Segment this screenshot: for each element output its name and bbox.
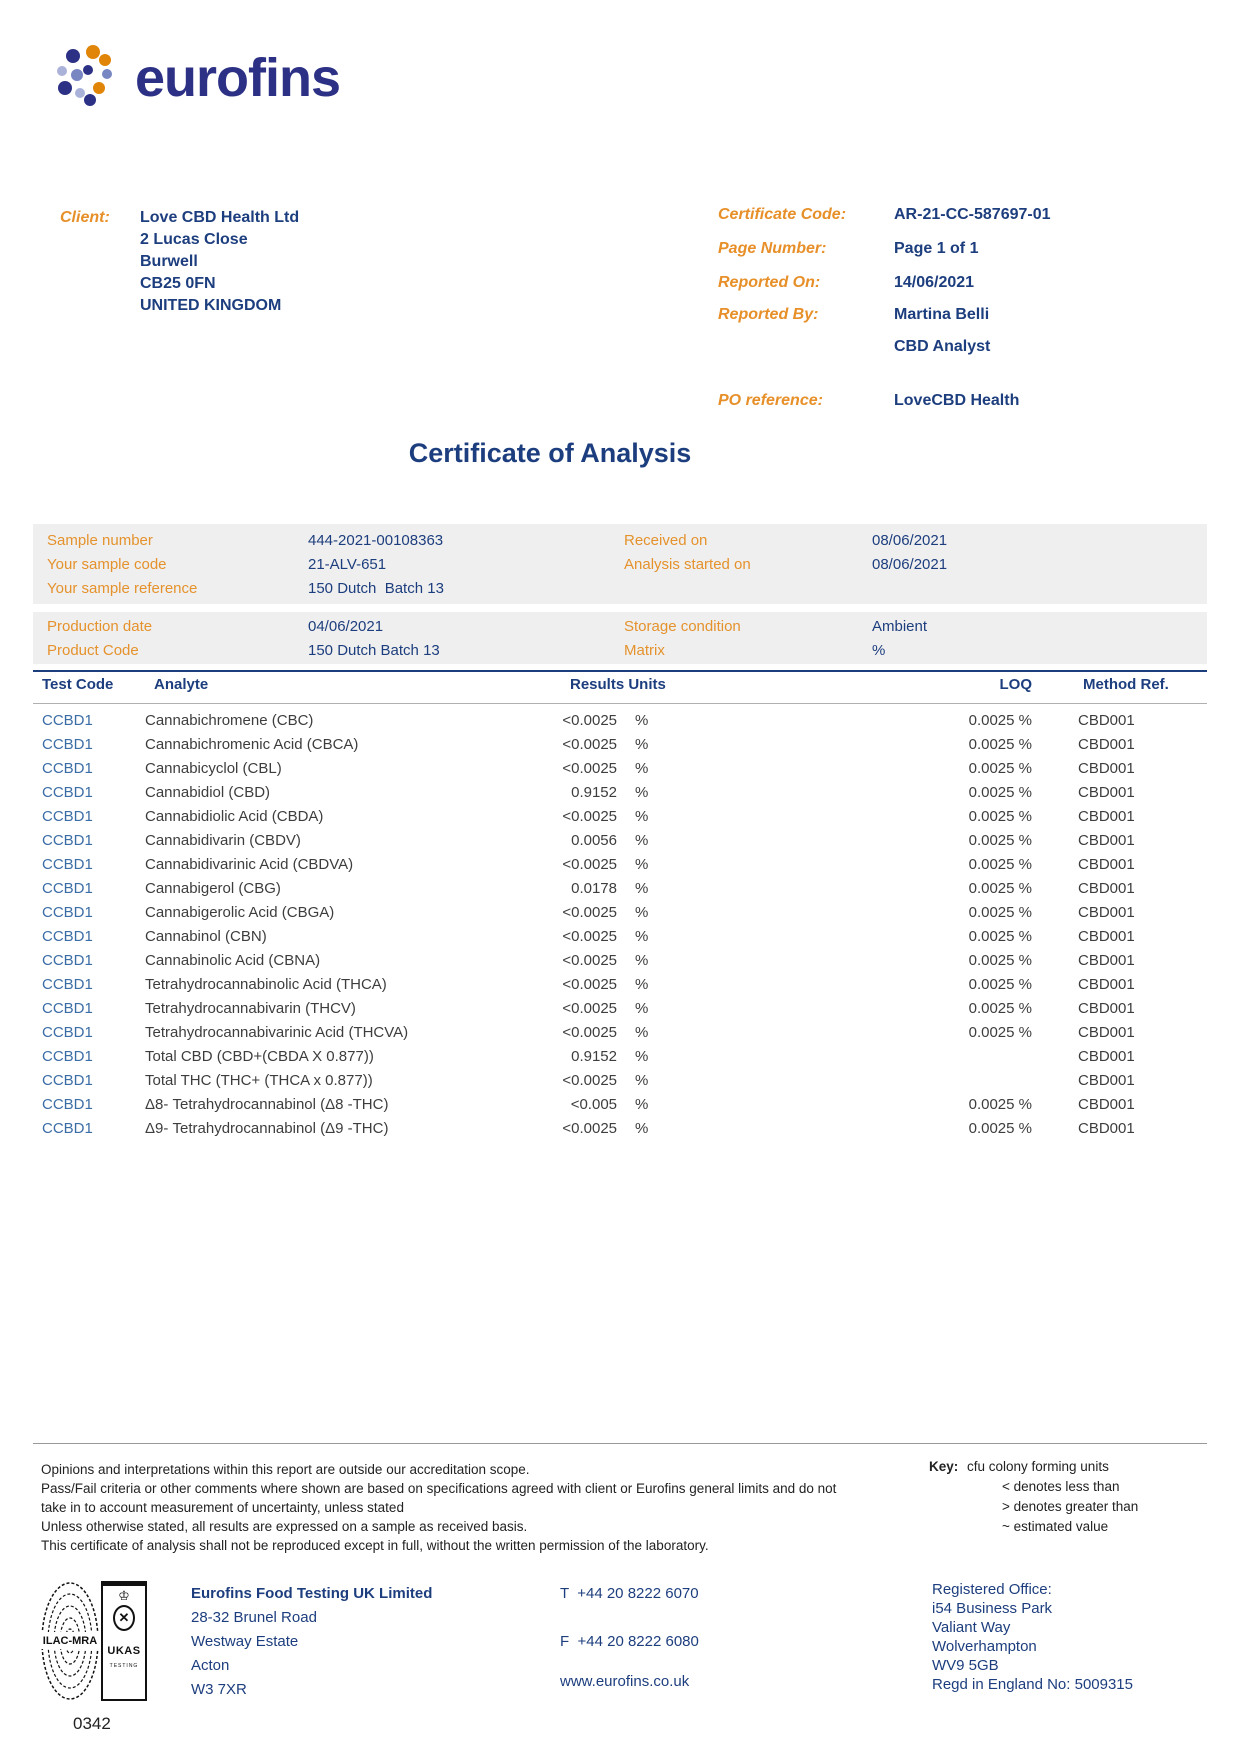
results-table-row xyxy=(0,808,1240,832)
cell-method-ref: CBD001 xyxy=(1078,928,1135,945)
footer-address-1: 28-32 Brunel Road xyxy=(191,1609,317,1626)
cell-loq: 0.0025 % xyxy=(968,1000,1032,1017)
cell-loq: 0.0025 % xyxy=(968,736,1032,753)
cell-units: % xyxy=(635,976,649,993)
cell-result: 0.0056 xyxy=(571,832,617,849)
cell-test-code: CCBD1 xyxy=(42,1024,93,1041)
page-title: Certificate of Analysis xyxy=(408,438,692,468)
results-table-row xyxy=(0,952,1240,976)
cell-analyte: Cannabigerol (CBG) xyxy=(145,880,281,897)
analysis-started-label: Analysis started on xyxy=(624,556,751,573)
cell-result: <0.0025 xyxy=(562,808,617,825)
matrix-value: % xyxy=(872,642,886,659)
cell-analyte: Cannabidivarin (CBDV) xyxy=(145,832,301,849)
cell-test-code: CCBD1 xyxy=(42,1072,93,1089)
reported-on-value: 14/06/2021 xyxy=(894,274,975,291)
cell-result: 0.9152 xyxy=(571,1048,617,1065)
key-estimated: ~ estimated value xyxy=(1002,1519,1109,1534)
cell-method-ref: CBD001 xyxy=(1078,1048,1135,1065)
certificate-code-label: Certificate Code: xyxy=(718,206,847,223)
footer-address-4: W3 7XR xyxy=(191,1681,247,1698)
cell-analyte: Cannabinolic Acid (CBNA) xyxy=(145,952,321,969)
cell-method-ref: CBD001 xyxy=(1078,808,1135,825)
cell-analyte: Total THC (THC+ (THCA x 0.877)) xyxy=(145,1072,373,1089)
cell-analyte: Cannabidivarinic Acid (CBDVA) xyxy=(145,856,354,873)
cell-test-code: CCBD1 xyxy=(42,952,93,969)
cell-test-code: CCBD1 xyxy=(42,928,93,945)
cell-units: % xyxy=(635,784,649,801)
cell-test-code: CCBD1 xyxy=(42,904,93,921)
table-top-rule xyxy=(33,670,1207,672)
cell-test-code: CCBD1 xyxy=(42,760,93,777)
cell-result: <0.0025 xyxy=(562,952,617,969)
your-sample-reference-value: 150 Dutch Batch 13 xyxy=(308,580,444,597)
cell-loq: 0.0025 % xyxy=(968,1024,1032,1041)
cell-test-code: CCBD1 xyxy=(42,832,93,849)
footer-registered-3: Valiant Way xyxy=(932,1619,1011,1636)
cell-analyte: Cannabigerolic Acid (CBGA) xyxy=(145,904,335,921)
cell-loq: 0.0025 % xyxy=(968,856,1032,873)
production-date-label: Production date xyxy=(47,618,153,635)
cell-method-ref: CBD001 xyxy=(1078,736,1135,753)
cell-method-ref: CBD001 xyxy=(1078,976,1135,993)
cell-loq: 0.0025 % xyxy=(968,976,1032,993)
brand-wordmark: eurofins xyxy=(135,48,341,108)
header-analyte: Analyte xyxy=(154,676,209,693)
key-greater-than: > denotes greater than xyxy=(1002,1499,1139,1514)
client-label: Client: xyxy=(60,209,110,226)
cell-result: <0.0025 xyxy=(562,1120,617,1137)
footer-address-3: Acton xyxy=(191,1657,230,1674)
cell-analyte: Cannabidiol (CBD) xyxy=(145,784,271,801)
table-header-rule xyxy=(33,703,1207,704)
cell-analyte: Cannabidiolic Acid (CBDA) xyxy=(145,808,324,825)
cell-loq: 0.0025 % xyxy=(968,880,1032,897)
your-sample-code-value: 21-ALV-651 xyxy=(308,556,387,573)
cell-units: % xyxy=(635,856,649,873)
ukas-crown-icon: ♔ xyxy=(118,1588,130,1603)
cell-method-ref: CBD001 xyxy=(1078,856,1135,873)
key-cfu: cfu colony forming units xyxy=(967,1459,1109,1474)
cell-result: <0.0025 xyxy=(562,760,617,777)
disclaimer-rule xyxy=(33,1443,1207,1444)
received-on-value: 08/06/2021 xyxy=(872,532,948,549)
results-table-row xyxy=(0,712,1240,736)
product-code-label: Product Code xyxy=(47,642,139,659)
ukas-sub-text: TESTING xyxy=(109,1663,139,1669)
disclaimer-line-1: Opinions and interpretations within this report are outside our accreditation scope. xyxy=(41,1462,530,1477)
cell-analyte: Tetrahydrocannabivarin (THCV) xyxy=(145,1000,356,1017)
cell-method-ref: CBD001 xyxy=(1078,1096,1135,1113)
key-label: Key: xyxy=(929,1459,959,1474)
cell-result: 0.9152 xyxy=(571,784,617,801)
results-table-header xyxy=(0,676,1240,700)
results-table-row xyxy=(0,856,1240,880)
results-table-row xyxy=(0,928,1240,952)
footer-website: www.eurofins.co.uk xyxy=(560,1673,690,1690)
cell-result: <0.0025 xyxy=(562,928,617,945)
cell-units: % xyxy=(635,832,649,849)
cell-result: <0.0025 xyxy=(562,904,617,921)
cell-units: % xyxy=(635,952,649,969)
cell-units: % xyxy=(635,904,649,921)
cell-method-ref: CBD001 xyxy=(1078,784,1135,801)
your-sample-reference-label: Your sample reference xyxy=(47,580,198,597)
cell-test-code: CCBD1 xyxy=(42,808,93,825)
cell-analyte: Tetrahydrocannabinolic Acid (THCA) xyxy=(145,976,387,993)
cell-result: <0.005 xyxy=(570,1096,617,1113)
cell-method-ref: CBD001 xyxy=(1078,904,1135,921)
cell-method-ref: CBD001 xyxy=(1078,1072,1135,1089)
cell-units: % xyxy=(635,1120,649,1137)
ukas-wordmark: UKAS xyxy=(107,1645,141,1657)
accreditation-number: 0342 xyxy=(73,1714,111,1733)
footer-company-name: Eurofins Food Testing UK Limited xyxy=(191,1585,433,1602)
client-address-1: 2 Lucas Close xyxy=(140,231,248,248)
client-address-2: Burwell xyxy=(140,253,198,270)
cell-units: % xyxy=(635,1096,649,1113)
cell-units: % xyxy=(635,712,649,729)
results-table-row xyxy=(0,784,1240,808)
footer-registered-5: WV9 5GB xyxy=(932,1657,999,1674)
cell-result: <0.0025 xyxy=(562,856,617,873)
reported-by-value: Martina Belli xyxy=(894,306,990,323)
cell-test-code: CCBD1 xyxy=(42,880,93,897)
storage-condition-label: Storage condition xyxy=(624,618,741,635)
cell-loq: 0.0025 % xyxy=(968,832,1032,849)
disclaimer-line-4: Unless otherwise stated, all results are expressed on a sample as received basis. xyxy=(41,1519,528,1534)
cell-analyte: Δ8- Tetrahydrocannabinol (Δ8 -THC) xyxy=(145,1096,389,1113)
footer-registered-6: Regd in England No: 5009315 xyxy=(932,1676,1133,1693)
cell-units: % xyxy=(635,1048,649,1065)
disclaimer-line-5: This certificate of analysis shall not be reproduced except in full, without the written permission of the laboratory. xyxy=(41,1538,709,1553)
cell-analyte: Cannabicyclol (CBL) xyxy=(145,760,282,777)
cell-loq: 0.0025 % xyxy=(968,928,1032,945)
header-test-code: Test Code xyxy=(42,676,114,693)
cell-loq: 0.0025 % xyxy=(968,808,1032,825)
cell-method-ref: CBD001 xyxy=(1078,952,1135,969)
cell-analyte: Δ9- Tetrahydrocannabinol (Δ9 -THC) xyxy=(145,1120,389,1137)
cell-test-code: CCBD1 xyxy=(42,1096,93,1113)
cell-units: % xyxy=(635,1024,649,1041)
results-table-row xyxy=(0,1000,1240,1024)
results-table-row xyxy=(0,1048,1240,1072)
cell-loq: 0.0025 % xyxy=(968,904,1032,921)
eurofins-logo xyxy=(55,42,385,114)
cell-loq: 0.0025 % xyxy=(968,712,1032,729)
cell-result: <0.0025 xyxy=(562,1072,617,1089)
cell-method-ref: CBD001 xyxy=(1078,760,1135,777)
header-results-units: Results Units xyxy=(570,676,666,693)
matrix-label: Matrix xyxy=(624,642,665,659)
reported-on-label: Reported On: xyxy=(718,274,821,291)
cell-method-ref: CBD001 xyxy=(1078,1120,1135,1137)
cell-test-code: CCBD1 xyxy=(42,1000,93,1017)
cell-test-code: CCBD1 xyxy=(42,736,93,753)
cell-analyte: Cannabichromenic Acid (CBCA) xyxy=(145,736,359,753)
cell-test-code: CCBD1 xyxy=(42,1048,93,1065)
results-table-row xyxy=(0,736,1240,760)
cell-method-ref: CBD001 xyxy=(1078,1024,1135,1041)
analysis-started-value: 08/06/2021 xyxy=(872,556,948,573)
cell-loq: 0.0025 % xyxy=(968,1096,1032,1113)
ilac-mra-text: ILAC-MRA xyxy=(42,1635,98,1647)
footer-fax: F +44 20 8222 6080 xyxy=(560,1633,699,1650)
results-table-row xyxy=(0,1072,1240,1096)
cell-analyte: Cannabinol (CBN) xyxy=(145,928,267,945)
results-table-row xyxy=(0,880,1240,904)
cell-units: % xyxy=(635,928,649,945)
cell-units: % xyxy=(635,808,649,825)
footer-registered-2: i54 Business Park xyxy=(932,1600,1053,1617)
product-code-value: 150 Dutch Batch 13 xyxy=(308,642,440,659)
reported-by-label: Reported By: xyxy=(718,306,819,323)
header-method-ref: Method Ref. xyxy=(1083,676,1169,693)
footer-registered-1: Registered Office: xyxy=(932,1581,1052,1598)
page-number-value: Page 1 of 1 xyxy=(894,240,979,257)
cell-test-code: CCBD1 xyxy=(42,1120,93,1137)
header-loq: LOQ xyxy=(999,676,1032,693)
results-table-row xyxy=(0,976,1240,1000)
results-table-row xyxy=(0,760,1240,784)
production-date-value: 04/06/2021 xyxy=(308,618,384,635)
cell-result: <0.0025 xyxy=(562,1024,617,1041)
reported-by-role: CBD Analyst xyxy=(894,338,991,355)
cell-result: <0.0025 xyxy=(562,976,617,993)
cell-units: % xyxy=(635,880,649,897)
footer-telephone: T +44 20 8222 6070 xyxy=(560,1585,699,1602)
cell-loq: 0.0025 % xyxy=(968,952,1032,969)
your-sample-code-label: Your sample code xyxy=(47,556,167,573)
sample-number-label: Sample number xyxy=(47,532,153,549)
cell-analyte: Tetrahydrocannabivarinic Acid (THCVA) xyxy=(145,1024,409,1041)
cell-loq: 0.0025 % xyxy=(968,784,1032,801)
eurofins-dots-icon xyxy=(55,44,121,113)
footer-registered-4: Wolverhampton xyxy=(932,1638,1037,1655)
cell-method-ref: CBD001 xyxy=(1078,1000,1135,1017)
cell-units: % xyxy=(635,1072,649,1089)
cell-test-code: CCBD1 xyxy=(42,976,93,993)
client-postcode: CB25 0FN xyxy=(140,275,216,292)
po-reference-label: PO reference: xyxy=(718,392,823,409)
disclaimer-line-3: take in to account measurement of uncertainty, unless stated xyxy=(41,1500,404,1515)
cell-units: % xyxy=(635,736,649,753)
cell-units: % xyxy=(635,1000,649,1017)
cell-result: <0.0025 xyxy=(562,736,617,753)
page-number-label: Page Number: xyxy=(718,240,827,257)
results-table-row xyxy=(0,832,1240,856)
cell-method-ref: CBD001 xyxy=(1078,712,1135,729)
storage-condition-value: Ambient xyxy=(872,618,928,635)
cell-result: 0.0178 xyxy=(571,880,617,897)
cell-method-ref: CBD001 xyxy=(1078,880,1135,897)
results-table-row xyxy=(0,1096,1240,1120)
client-country: UNITED KINGDOM xyxy=(140,297,282,314)
key-less-than: < denotes less than xyxy=(1002,1479,1120,1494)
cell-result: <0.0025 xyxy=(562,1000,617,1017)
cell-units: % xyxy=(635,760,649,777)
cell-test-code: CCBD1 xyxy=(42,856,93,873)
ukas-circle-icon: ✕ xyxy=(113,1605,135,1631)
cell-test-code: CCBD1 xyxy=(42,784,93,801)
footer-address-2: Westway Estate xyxy=(191,1633,299,1650)
cell-loq: 0.0025 % xyxy=(968,1120,1032,1137)
ilac-mra-logo xyxy=(40,1580,100,1707)
results-table-row xyxy=(0,904,1240,928)
results-table-row xyxy=(0,1120,1240,1144)
sample-info-band xyxy=(33,524,1207,604)
cell-analyte: Cannabichromene (CBC) xyxy=(145,712,314,729)
product-info-band xyxy=(33,612,1207,664)
sample-number-value: 444-2021-00108363 xyxy=(308,532,444,549)
certificate-code-value: AR-21-CC-587697-01 xyxy=(894,206,1051,223)
cell-test-code: CCBD1 xyxy=(42,712,93,729)
disclaimer-line-2: Pass/Fail criteria or other comments where shown are based on specifications agreed with client or Eurofins general limits and do not xyxy=(41,1481,837,1496)
cell-result: <0.0025 xyxy=(562,712,617,729)
ukas-logo xyxy=(101,1581,147,1701)
cell-method-ref: CBD001 xyxy=(1078,832,1135,849)
received-on-label: Received on xyxy=(624,532,708,549)
cell-analyte: Total CBD (CBD+(CBDA X 0.877)) xyxy=(145,1048,374,1065)
cell-loq: 0.0025 % xyxy=(968,760,1032,777)
po-reference-value: LoveCBD Health xyxy=(894,392,1020,409)
client-name: Love CBD Health Ltd xyxy=(140,209,300,226)
results-table-body xyxy=(0,712,1240,1152)
results-table-row xyxy=(0,1024,1240,1048)
